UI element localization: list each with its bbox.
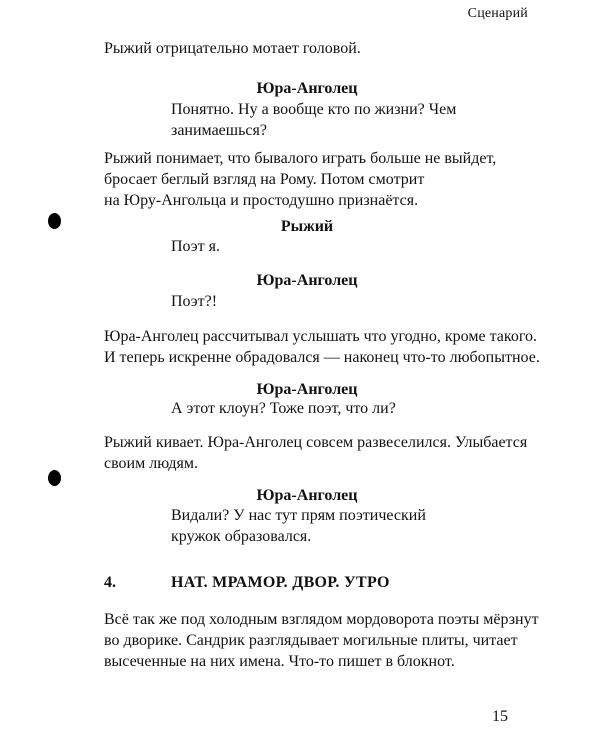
dialogue: Видали? У нас тут прям поэтический кружок образовался.	[171, 507, 426, 545]
character-cue: Юра-Анголец	[256, 381, 358, 398]
dialogue: Понятно. Ну а вообще кто по жизни? Чем занимаешься?	[171, 101, 457, 139]
running-header: Сценарий	[467, 6, 528, 21]
action-paragraph: Юра-Анголец рассчитывал услышать что угодно, кроме такого. И теперь искренне обрадовался — наконец что-то любопытное.	[104, 328, 540, 366]
scene-heading: НАТ. МРАМОР. ДВОР. УТРО	[171, 574, 390, 591]
action-line: Рыжий отрицательно мотает головой.	[104, 40, 361, 57]
action-paragraph: Рыжий кивает. Юра-Анголец совсем развеселился. Улыбается своим людям.	[104, 434, 528, 472]
character-cue: Юра-Анголец	[256, 272, 358, 289]
character-cue: Юра-Анголец	[256, 487, 358, 504]
action-paragraph: Рыжий понимает, что бывалого играть больше не выйдет, бросает беглый взгляд на Рому. Потом смотрит на Юру-Ангольца и простодушно признаётся.	[104, 150, 497, 209]
dialogue: А этот клоун? Тоже поэт, что ли?	[171, 400, 396, 417]
dialogue: Поэт я.	[171, 238, 220, 255]
dialogue: Поэт?!	[171, 293, 218, 310]
action-paragraph: Всё так же под холодным взглядом мордоворота поэты мёрзнут во дворике. Сандрик разглядывает могильные плиты, читает высеченные на них имена. Что-то пишет в блокнот.	[104, 611, 539, 670]
page-number: 15	[492, 708, 508, 725]
character-cue: Юра-Анголец	[256, 80, 358, 97]
scene-number: 4.	[104, 574, 116, 591]
character-cue: Рыжий	[280, 218, 334, 235]
binder-hole-bottom	[48, 470, 61, 486]
